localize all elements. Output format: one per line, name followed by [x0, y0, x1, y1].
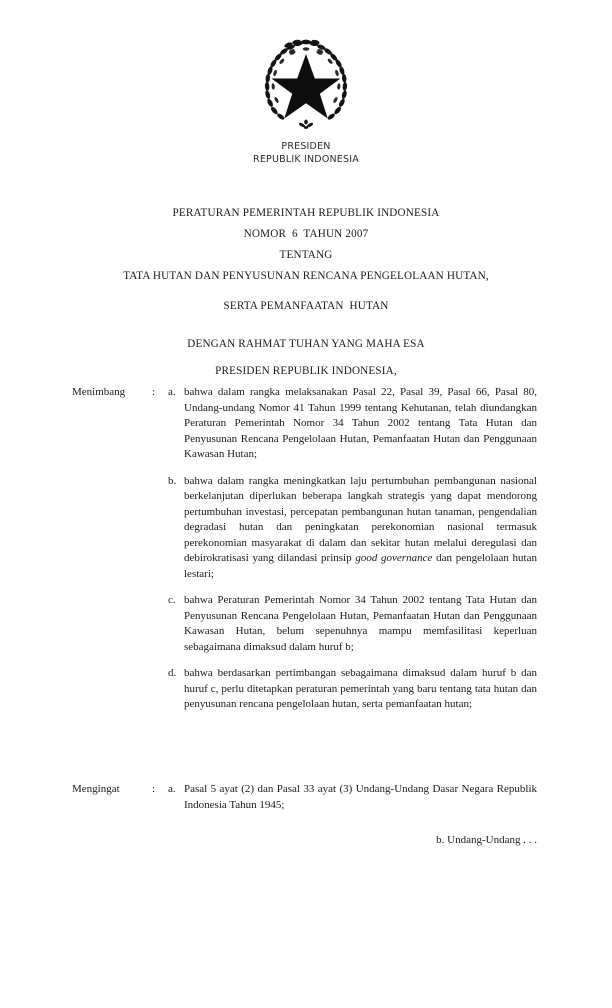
- item-text: bahwa berdasarkan pertimbangan sebagaimana dimaksud dalam huruf b dan huruf c, perlu ditetapkan peraturan pemerintah yang baru tentang tata hutan dan penyusunan rencana pengelolaan hutan, serta pemanfaatan hutan;: [184, 667, 537, 710]
- emblem-block: [0, 34, 612, 166]
- preamble-block: [60, 331, 552, 385]
- document-title-block: [60, 203, 552, 317]
- menimbang-items: [168, 385, 537, 713]
- item-text: bahwa dalam rangka melaksanakan Pasal 22, Pasal 39, Pasal 66, Pasal 80, Undang-undang Nomor 41 Tahun 1999 tentang Kehutanan, telah diundangkan Peraturan Pemerintah Nomor 34 Tahun 2002 tentang Tata Hutan dan Penyusunan Rencana Pengelolaan Hutan, Pemanfaatan Hutan dan Penggunaan Kawasan Hutan;: [184, 386, 537, 460]
- title-subject-line1: TATA HUTAN DAN PENYUSUNAN RENCANA PENGELOLAAN HUTAN,: [123, 270, 489, 282]
- item-text-part2: dan pengelolaan hutan lestari;: [184, 552, 537, 580]
- preamble-blessing: DENGAN RAHMAT TUHAN YANG MAHA ESA: [187, 338, 425, 350]
- item-text: bahwa Peraturan Pemerintah Nomor 34 Tahun 2002 tentang Tata Hutan dan Penyusunan Rencana Pengelolaan Hutan, Pemanfaatan Hutan dan Penggunaan Kawasan Hutan, belum sepenuhnya mampu memfasilitasi keperluan sebagaimana dimaksud dalam huruf b;: [184, 594, 537, 653]
- list-item: [168, 593, 537, 655]
- mengingat-colon: :: [152, 783, 156, 795]
- menimbang-row: [72, 385, 537, 713]
- item-marker: a.: [168, 386, 176, 398]
- item-marker: a.: [168, 783, 176, 795]
- title-about-label: TENTANG: [279, 249, 333, 261]
- mengingat-row: [72, 782, 537, 813]
- list-item: [168, 666, 537, 713]
- item-text: [184, 474, 537, 583]
- item-marker: d.: [168, 667, 177, 679]
- mengingat-items: [168, 782, 537, 813]
- menimbang-colon: :: [152, 386, 156, 398]
- emblem-caption-line2: REPUBLIK INDONESIA: [253, 153, 359, 165]
- indonesia-presidential-seal-icon: [254, 34, 358, 134]
- item-marker: b.: [168, 474, 177, 487]
- list-item: [168, 385, 537, 463]
- title-regulation-type: PERATURAN PEMERINTAH REPUBLIK INDONESIA: [172, 207, 440, 219]
- preamble-authority: PRESIDEN REPUBLIK INDONESIA,: [215, 365, 397, 377]
- title-subject-line2: SERTA PEMANFAATAN HUTAN: [223, 300, 389, 312]
- emblem-caption-line1: PRESIDEN: [281, 141, 331, 152]
- menimbang-section: [72, 385, 537, 713]
- page-continuation-note: b. Undang-Undang . . .: [436, 834, 537, 846]
- item-text-part1: bahwa dalam rangka meningkatkan laju pertumbuhan pembangunan nasional berkelanjutan diperlukan beberapa langkah strategis yang dapat mendorong pertumbuhan investasi, percepatan pembangunan hutan tanaman, pengendalian degradasi hutan dan peningkatan perekonomian nasional termasuk perekonomian masyarakat di dalam dan sekitar hutan melalui deregulasi dan debirokratisasi yang dilandasi prinsip: [184, 474, 537, 564]
- emblem-caption: [0, 141, 612, 166]
- item-text-italic: good governance: [355, 552, 433, 564]
- mengingat-section: [72, 782, 537, 813]
- star-icon: [272, 54, 341, 119]
- item-marker: c.: [168, 594, 176, 606]
- mengingat-label: Mengingat: [72, 783, 120, 795]
- list-item: [168, 474, 537, 583]
- title-number: NOMOR 6 TAHUN 2007: [243, 228, 369, 240]
- menimbang-label: Menimbang: [72, 386, 126, 398]
- item-text: Pasal 5 ayat (2) dan Pasal 33 ayat (3) Undang-Undang Dasar Negara Republik Indonesia Tahun 1945;: [184, 783, 537, 811]
- list-item: [168, 782, 537, 813]
